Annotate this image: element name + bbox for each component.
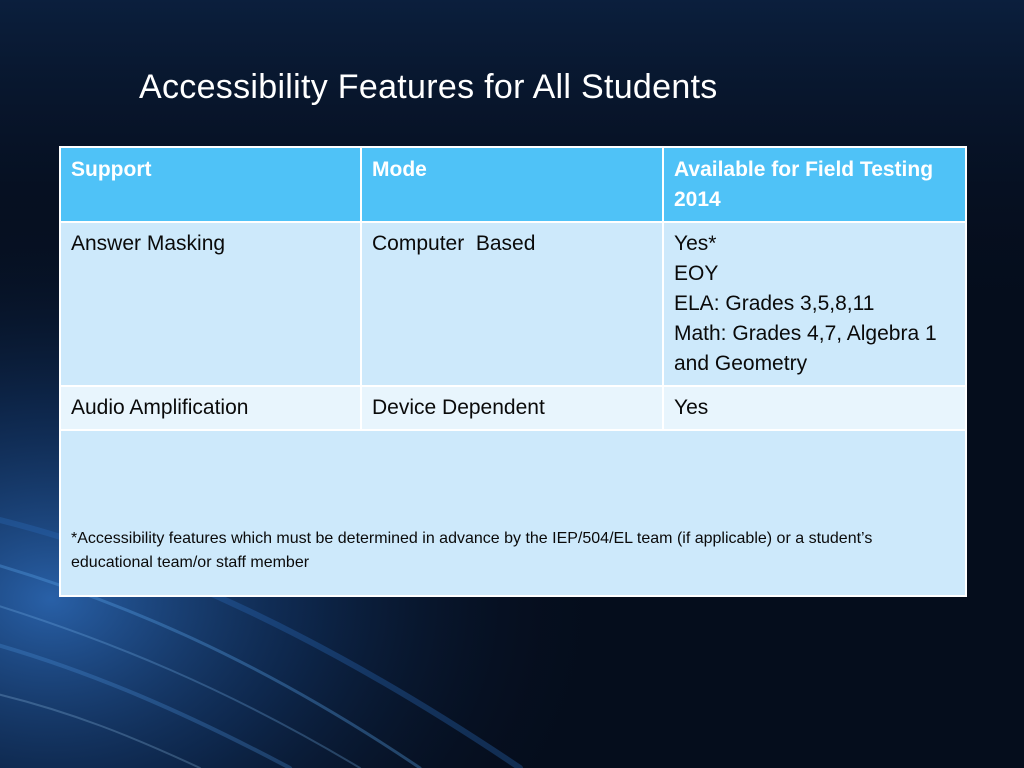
cell-support: Answer Masking (60, 222, 361, 386)
table-header-row (60, 147, 966, 222)
slide-title: Accessibility Features for All Students (139, 68, 718, 106)
cell-available (663, 386, 966, 430)
available-line: Math: Grades 4,7, Algebra 1 and Geometry (674, 322, 937, 375)
table-row (60, 386, 966, 430)
cell-support: Audio Amplification (60, 386, 361, 430)
header-available: Available for Field Testing 2014 (663, 147, 966, 222)
available-line: Yes (674, 396, 709, 419)
available-line: ELA: Grades 3,5,8,11 (674, 292, 875, 315)
cell-mode: Device Dependent (361, 386, 663, 430)
cell-available (663, 222, 966, 386)
header-mode: Mode (361, 147, 663, 222)
header-support: Support (60, 147, 361, 222)
footnote-row (60, 430, 966, 596)
available-line: EOY (674, 262, 719, 285)
features-table (59, 146, 965, 597)
table-row (60, 222, 966, 386)
cell-mode: Computer Based (361, 222, 663, 386)
footnote: *Accessibility features which must be determined in advance by the IEP/504/EL team (if applicable) or a student’s educational team/or staff member (60, 430, 966, 596)
available-line: Yes* (674, 232, 717, 255)
